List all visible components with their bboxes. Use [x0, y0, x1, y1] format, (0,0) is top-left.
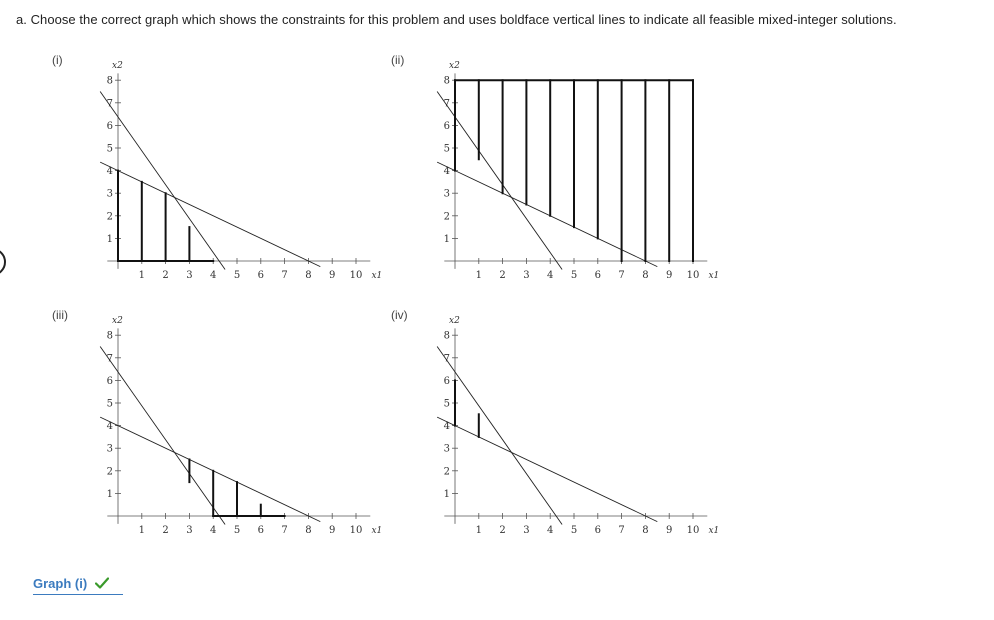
x-axis-var: x1	[708, 271, 720, 281]
x-tick-label: 10	[686, 270, 700, 281]
x-tick-label: 4	[547, 525, 554, 536]
graph-label-ii: (ii)	[391, 53, 405, 67]
y-tick-label: 4	[106, 166, 113, 178]
y-axis-var: x2	[112, 315, 123, 326]
x-axis-var: x1	[708, 526, 720, 536]
y-tick-label: 2	[106, 466, 113, 478]
y-tick-label: 7	[443, 98, 450, 110]
y-tick-label: 3	[106, 188, 113, 200]
y-tick-label: 4	[443, 166, 450, 178]
x-tick-label: 8	[305, 270, 312, 281]
constraint-line	[437, 347, 562, 525]
y-tick-label: 4	[443, 421, 450, 433]
x-tick-label: 8	[642, 525, 649, 536]
y-tick-label: 3	[443, 188, 450, 200]
x-tick-label: 9	[666, 270, 673, 281]
x-tick-label: 10	[349, 270, 363, 281]
x-tick-label: 1	[138, 270, 145, 281]
x-tick-label: 6	[594, 270, 601, 281]
y-axis-var: x2	[449, 60, 460, 71]
y-tick-label: 7	[443, 353, 450, 365]
x-tick-label: 10	[686, 525, 700, 536]
x-tick-label: 2	[499, 525, 506, 536]
y-tick-label: 8	[106, 75, 113, 87]
x-tick-label: 2	[499, 270, 506, 281]
x-tick-label: 7	[618, 270, 625, 281]
y-tick-label: 1	[443, 488, 450, 500]
y-tick-label: 7	[106, 353, 113, 365]
y-tick-label: 2	[443, 466, 450, 478]
y-tick-label: 6	[106, 375, 113, 387]
x-tick-label: 1	[475, 270, 482, 281]
x-tick-label: 4	[547, 270, 554, 281]
x-tick-label: 7	[281, 270, 288, 281]
graph-label-iii: (iii)	[52, 308, 68, 322]
x-tick-label: 6	[594, 525, 601, 536]
checkmark-icon	[95, 577, 109, 589]
constraint-line	[437, 417, 657, 522]
y-tick-label: 5	[106, 143, 113, 155]
y-tick-label: 6	[443, 375, 450, 387]
y-tick-label: 3	[106, 443, 113, 455]
y-tick-label: 1	[106, 488, 113, 500]
question-text: a. Choose the correct graph which shows the constraints for this problem and uses boldface vertical lines to indicate all feasible mixed-integer solutions.	[16, 12, 897, 27]
x-tick-label: 3	[186, 525, 193, 536]
x-tick-label: 5	[233, 270, 241, 281]
y-tick-label: 1	[443, 233, 450, 245]
y-tick-label: 4	[106, 421, 113, 433]
x-axis-var: x1	[371, 526, 383, 536]
x-tick-label: 1	[475, 525, 482, 536]
y-tick-label: 8	[443, 330, 450, 342]
y-tick-label: 2	[106, 211, 113, 223]
x-tick-label: 10	[349, 525, 363, 536]
x-tick-label: 1	[138, 525, 145, 536]
y-tick-label: 8	[443, 75, 450, 87]
x-tick-label: 9	[329, 270, 336, 281]
x-tick-label: 3	[523, 525, 530, 536]
y-tick-label: 5	[106, 398, 113, 410]
x-tick-label: 3	[186, 270, 193, 281]
x-tick-label: 6	[257, 270, 264, 281]
y-tick-label: 8	[106, 330, 113, 342]
y-tick-label: 5	[443, 143, 450, 155]
x-tick-label: 5	[570, 525, 578, 536]
x-axis-var: x1	[371, 271, 383, 281]
answer-text: Graph (i)	[33, 576, 88, 591]
x-tick-label: 4	[210, 525, 217, 536]
x-tick-label: 7	[281, 525, 288, 536]
x-tick-label: 8	[642, 270, 649, 281]
x-tick-label: 2	[162, 270, 169, 281]
y-tick-label: 7	[106, 98, 113, 110]
graph-label-iv: (iv)	[391, 308, 408, 322]
x-tick-label: 8	[305, 525, 312, 536]
y-tick-label: 6	[106, 120, 113, 132]
x-tick-label: 9	[666, 525, 673, 536]
answer-link[interactable]	[33, 576, 123, 595]
y-axis-var: x2	[112, 60, 123, 71]
x-tick-label: 4	[210, 270, 217, 281]
y-axis-var: x2	[449, 315, 460, 326]
graph-label-i: (i)	[52, 53, 63, 67]
y-tick-label: 5	[443, 398, 450, 410]
y-tick-label: 6	[443, 120, 450, 132]
x-tick-label: 7	[618, 525, 625, 536]
x-tick-label: 9	[329, 525, 336, 536]
x-tick-label: 5	[233, 525, 241, 536]
x-tick-label: 3	[523, 270, 530, 281]
x-tick-label: 5	[570, 270, 578, 281]
x-tick-label: 6	[257, 525, 264, 536]
x-tick-label: 2	[162, 525, 169, 536]
y-tick-label: 1	[106, 233, 113, 245]
y-tick-label: 2	[443, 211, 450, 223]
y-tick-label: 3	[443, 443, 450, 455]
